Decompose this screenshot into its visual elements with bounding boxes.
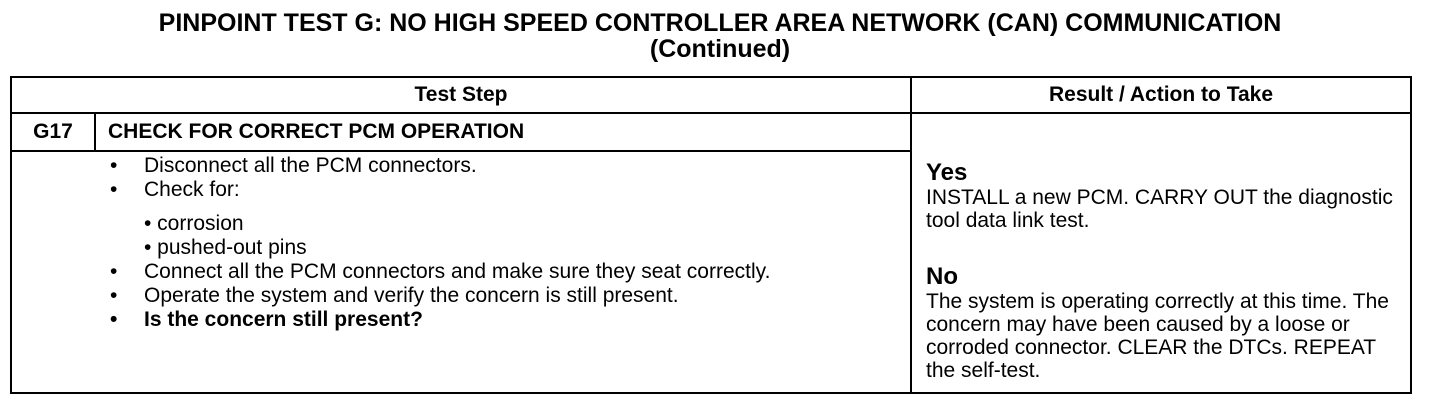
list-item	[108, 154, 898, 178]
column-divider	[910, 78, 912, 392]
result-no-text: The system is operating correctly at this time. The concern may have been caused by a loose or corroded connector. CLEAR the DTCs. REPEAT the self-test.	[926, 290, 1389, 382]
result-yes	[926, 160, 1406, 232]
title-line-1: PINPOINT TEST G: NO HIGH SPEED CONTROLLER AREA NETWORK (CAN) COMMUNICATION	[158, 9, 1282, 37]
step-title: CHECK FOR CORRECT PCM OPERATION	[108, 120, 525, 143]
instruction-question: Is the concern still present?	[144, 308, 423, 331]
bullet-icon: •	[110, 284, 118, 307]
pinpoint-test-table	[10, 76, 1412, 394]
step-title-divider	[12, 150, 910, 152]
list-item	[108, 308, 898, 332]
list-item	[108, 260, 898, 284]
bullet-icon: •	[110, 154, 118, 177]
instruction-text: Operate the system and verify the concern is still present.	[144, 284, 679, 307]
bullet-icon: •	[110, 260, 118, 283]
title-line-2: (Continued)	[649, 35, 791, 63]
instruction-text: Connect all the PCM connectors and make sure they seat correctly.	[144, 260, 771, 283]
bullet-icon: •	[110, 308, 118, 331]
result-yes-label: Yes	[926, 159, 968, 186]
step-number-divider	[94, 112, 96, 150]
header-result-action: Result / Action to Take	[1048, 83, 1274, 106]
step-instructions	[108, 154, 898, 332]
list-item	[108, 178, 898, 202]
result-no	[926, 264, 1406, 382]
sub-item: • corrosion	[144, 212, 244, 235]
step-number: G17	[33, 120, 73, 143]
instruction-text: Check for:	[144, 178, 240, 201]
sub-item: • pushed-out pins	[144, 236, 307, 259]
document-title	[0, 10, 1440, 62]
header-test-step: Test Step	[414, 83, 508, 106]
result-yes-text: INSTALL a new PCM. CARRY OUT the diagnostic tool data link test.	[926, 186, 1393, 232]
check-for-sublist	[108, 212, 898, 260]
list-item	[108, 284, 898, 308]
instruction-text: Disconnect all the PCM connectors.	[144, 154, 477, 177]
result-no-label: No	[926, 263, 958, 290]
bullet-icon: •	[110, 178, 118, 201]
